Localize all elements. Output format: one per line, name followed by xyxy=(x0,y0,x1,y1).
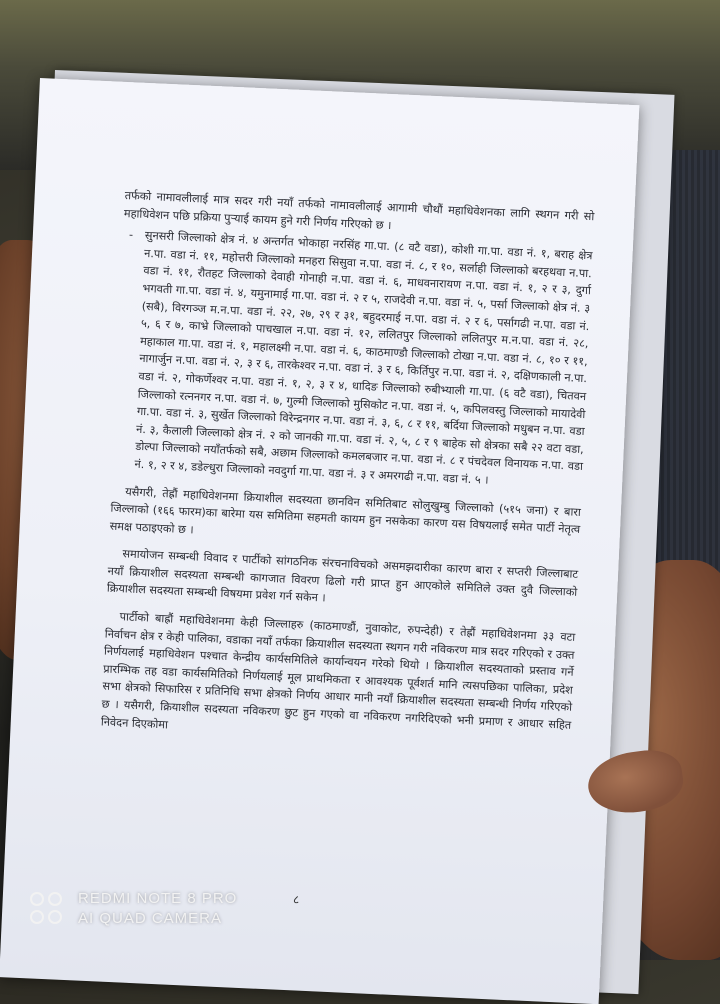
paragraph-3: समायोजन सम्बन्धी विवाद र पार्टीको सांगठनिक संरचनाविचको असमझदारीका कारण बारा र सप्तरी जिल्लाबाट नयाँ क्रियाशील सदस्यता सम्बन्धी कागजात विवरण ढिलो गरी प्राप्त हुन आएकोले समितिले उक्त दुवै जिल्लाको क्रियाशील सदस्यता सम्बन्धी विषयमा प्रवेश गर्न सकेन । xyxy=(106,547,579,605)
watermark-camera: AI QUAD CAMERA xyxy=(78,910,223,927)
page-number: ८ xyxy=(292,892,300,907)
document-text xyxy=(100,187,594,752)
bullet-item xyxy=(112,226,593,493)
document-page xyxy=(0,78,639,1004)
paragraph-1: तर्फको नामावलीलाई मात्र सदर गरी नयाँ तर्फको नामावलीलाई आगामी चौथौं महाधिवेशनका लागि स्थगन गरी सो महाधिवेशन पछि प्रक्रिया पुऱ्याई कायम हुने गरी निर्णय गरिएको छ । xyxy=(123,188,595,232)
bullet-text: सुनसरी जिल्लाको क्षेत्र नं. ४ अन्तर्गत भोकाहा नरसिंह गा.पा. (८ वटै वडा), कोशी गा.पा. वडा नं. १, बराह क्षेत्र न.पा. वडा नं. ११, महोत्तरी जिल्लाको मनहरा सिसुवा न.पा. वडा नं. ८, र १०, सर्लाही जिल्लाको बरहथवा न.पा. वडा नं. ११, रौतहट जिल्लाको देवाही गोनाही न.पा. वडा नं. ६, माधवनारायण न.पा. वडा नं. १, २ र ३, दुर्गा भगवती गा.पा. वडा नं. ४, यमुनामाई गा.पा. वडा नं. २ र ५, राजदेवी न.पा. वडा नं. ५, पर्सा जिल्लाको क्षेत्र नं. ३ (सबै), विरगञ्ज म.न.पा. वडा नं. २२, २७, २९ र ३१, बहुदरमाई न.पा. वडा नं. २ र ६, पर्सागढी न.पा. वडा नं. ५, ६ र ७, काभ्रे जिल्लाको पाचखाल न.पा. वडा नं. १२, ललितपुर जिल्लाको ललितपुर म.न.पा. वडा नं. २८, महाकाल गा.पा. वडा नं. १, महालक्ष्मी न.पा. वडा नं. ६, काठमाण्डौ जिल्लाको टोखा न.पा. वडा नं. ८, १० र ११, नागार्जुन न.पा. वडा नं. २, ३ र ६, तारकेश्वर न.पा. वडा नं. ३ र ६, किर्तिपुर न.पा. वडा नं. २, दक्षिणकाली न.पा. वडा नं. २, गोकर्णेश्वर न.पा. वडा नं. १, २, ३ र ४, धादिङ जिल्लाको रुबीभ्याली गा.पा. (६ वटै वडा), चितवन जिल्लाको रत्ननगर न.पा. वडा नं. ७, गुल्मी जिल्लाको मुसिकोट न.पा. वडा नं. ५, कपिलवस्तु जिल्लाको मायादेवी गा.पा. वडा नं. ३, सुर्खेत जिल्लाको विरेन्द्रनगर न.पा. वडा नं. ३, ६, ८ र ११, बर्दिया जिल्लाको मधुबन न.पा. वडा नं. ३, कैलाली जिल्लाको क्षेत्र नं. २ को जानकी गा.पा. वडा नं. २, ५, ८ र ९ बाहेक सो क्षेत्रका सबै २२ वटा वडा, डोल्पा जिल्लाको नयाँतर्फको सबै, अछाम जिल्लाको कमलबजार न.पा. वडा नं. ८ र पंचदेवल विनायक न.पा. वडा नं. १, २ र ४, डडेल्धुरा जिल्लाको नवदुर्गा गा.पा. वडा नं. ३ र अमरगढी न.पा. वडा नं. ५ । xyxy=(134,229,593,487)
watermark-model: REDMI NOTE 8 PRO xyxy=(78,890,238,907)
bullet-dash: - xyxy=(128,228,134,242)
paragraph-2: यसैगरी, तेह्रौं महाधिवेशनमा क्रियाशील सदस्यता छानविन समितिबाट सोलुखुम्बु जिल्लाको (५१५ जना) र बारा जिल्लाको (१६६ फारम)का बारेमा यस समितिमा सहमती कायम हुन नसकेका कारण यस विषयलाई समेत पार्टी नेतृत्व समक्ष पठाइएको छ । xyxy=(109,484,582,537)
paragraph-4: पार्टीको बाह्रौं महाधिवेशनमा केही जिल्लाहरु (काठमाण्डौं, नुवाकोट, रुपन्देही) र तेह्रौं महाधिवेशनमा ३३ वटा निर्वाचन क्षेत्र र केही पालिका, वडाका नयाँ तर्फका क्रियाशील सदस्यता स्थगन गरी नविकरण मात्र सदर गरिएको र उक्त निर्णयलाई महाधिवेशन पश्चात केन्द्रीय कार्यसमितिले कार्यान्वयन गरेको थियो । क्रियाशील सदस्यताको प्रस्ताव गर्ने प्रारम्भिक तह वडा कार्यसमितिको निर्णयलाई मूल प्राथमिकता र आवश्यक पूर्वशर्त मानि त्यसपछिका पालिका, प्रदेश सभा क्षेत्रको सिफारिस र प्रतिनिधि सभा क्षेत्रको निर्णय आधार मानी नयाँ क्रियाशील सदस्यता सम्बन्धी निर्णय गरिएको छ । यसैगरी, क्रियाशील सदस्यता नविकरण छुट हुन गएको वा नविकरण नगरिदिएको भनी प्रमाण र आधार सहित निवेदन दिएकोमा xyxy=(100,610,576,732)
camera-logo-icon xyxy=(30,892,66,928)
